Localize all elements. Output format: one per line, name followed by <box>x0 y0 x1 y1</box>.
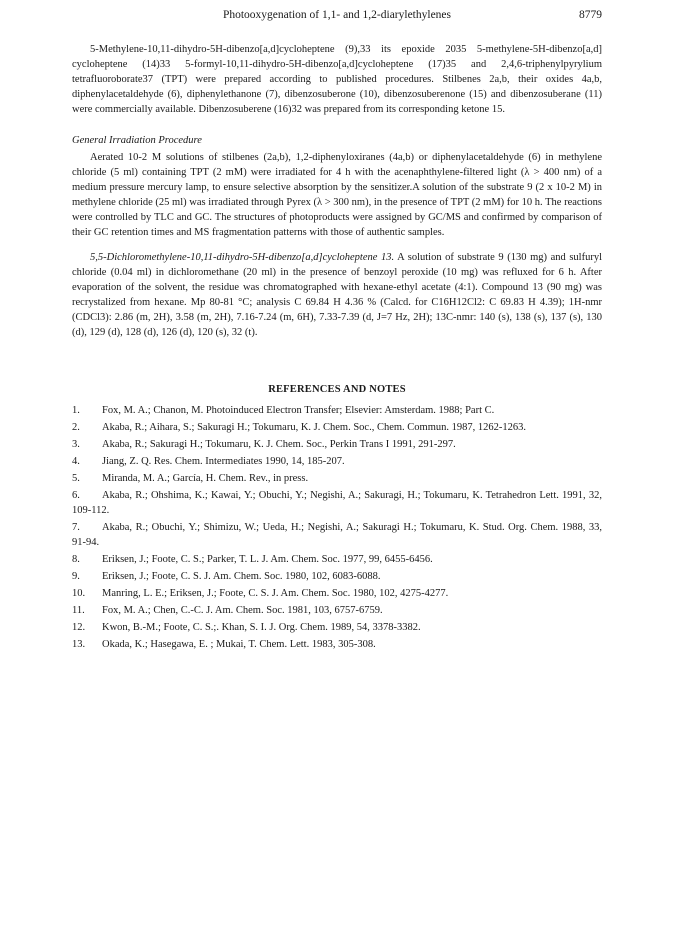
running-header <box>72 9 602 27</box>
reference-item <box>72 420 602 435</box>
reference-text: Kwon, B.-M.; Foote, C. S.;. Khan, S. I. J. Org. Chem. 1989, 54, 3378-3382. <box>102 622 421 633</box>
reference-text: Akaba, R.; Aihara, S.; Sakuragi H.; Tokumaru, K. J. Chem. Soc., Chem. Commun. 1987, 1262-1263. <box>102 422 526 433</box>
reference-number: 2. <box>72 422 80 433</box>
reference-number: 7. <box>72 522 80 533</box>
reference-text: Manring, L. E.; Eriksen, J.; Foote, C. S. J. Am. Chem. Soc. 1980, 102, 4275-4277. <box>102 588 449 599</box>
reference-item <box>72 454 602 469</box>
reference-text: Fox, M. A.; Chanon, M. Photoinduced Electron Transfer; Elsevier: Amsterdam. 1988; Part C. <box>102 405 495 416</box>
reference-number: 11. <box>72 605 85 616</box>
reference-number: 8. <box>72 554 80 565</box>
reference-item <box>72 603 602 618</box>
reference-text: Okada, K.; Hasegawa, E. ; Mukai, T. Chem. Lett. 1983, 305-308. <box>102 639 376 650</box>
page-number: 8779 <box>579 9 602 21</box>
reference-item <box>72 637 602 652</box>
article-body <box>72 42 602 654</box>
reference-number: 12. <box>72 622 86 633</box>
reference-item <box>72 552 602 567</box>
reference-number: 6. <box>72 490 80 501</box>
reference-number: 4. <box>72 456 80 467</box>
compound-text: A solution of substrate 9 (130 mg) and sulfuryl chloride (0.04 ml) in dichloromethane (20 ml) in the presence of benzoyl peroxide (10 mg) was refluxed for 6 h. After evaporation of the solvent, the residue was chromatographed with hexane-ethyl acetate (4:1). Compound 13 (90 mg) was recrystalized from hexane. Mp 80-81 °C; analysis C 69.84 H 4.36 % (Calcd. for C16H12Cl2: C 69.83 H 4.39); 1H-nmr (CDCl3): 2.86 (m, 2H), 3.58 (m, 2H), 7.16-7.24 (m, 6H), 7.33-7.39 (d, J=7 Hz, 2H); 13C-nmr: 140 (s), 138 (s), 137 (s), 130 (d), 129 (d), 128 (d), 126 (d), 120 (s), 32 (t). <box>72 252 602 338</box>
reference-item <box>72 586 602 601</box>
reference-number: 3. <box>72 439 80 450</box>
irradiation-paragraph: Aerated 10-2 M solutions of stilbenes (2a,b), 1,2-diphenyloxiranes (4a,b) or diphenylacetaldehyde (6) in methylene chloride (5 ml) containing TPT (2 mM) were irradiated for 4 h with the acenaphthylene-filtered light (λ > 400 nm) of a medium pressure mercury lamp, to ensure selective absorption by the sensitizer.A solution of the substrate 9 (2 x 10-2 M) in methylene chloride (25 ml) was irradiated through Pyrex (λ > 300 nm), in the presence of TPT (2 mM) for 10 h. The reactions were controlled by TLC and GC. The structures of photoproducts were assigned by GC/MS and confirmed by comparison of their GC retention times and MS fragmentation patterns with those of authentic samples. <box>72 152 602 238</box>
materials-paragraph: 5-Methylene-10,11-dihydro-5H-dibenzo[a,d]cycloheptene (9),33 its epoxide 2035 5-methylene-5H-dibenzo[a,d] cycloheptene (14)33 5-formyl-10,11-dihydro-5H-dibenzo[a,d]cycloheptene (17)35 and 2,4,6-triphenylpyrylium tetrafluoroborate37 (TPT) were prepared according to published procedures. Stilbenes 2a,b, their oxides 4a,b, diphenylacetaldehyde (6), diphenylethanone (7), dibenzosuberone (10), dibenzosuberenone (15) and dibenzosuberane (11) were commercially available. Dibenzosuberene (16)32 was prepared from its corresponding ketone 15. <box>72 44 602 115</box>
reference-text: Akaba, R.; Sakuragi H.; Tokumaru, K. J. Chem. Soc., Perkin Trans I 1991, 291-297. <box>102 439 456 450</box>
reference-item <box>72 520 602 550</box>
reference-text: Eriksen, J.; Foote, C. S.; Parker, T. L. J. Am. Chem. Soc. 1977, 99, 6455-6456. <box>102 554 433 565</box>
reference-number: 9. <box>72 571 80 582</box>
reference-number: 1. <box>72 405 80 416</box>
references-list <box>72 403 602 652</box>
reference-text: Akaba, R.; Obuchi, Y.; Shimizu, W.; Ueda, H.; Negishi, A.; Sakuragi H.; Tokumaru, K. Stud. Org. Chem. 1988, 33, 91-94. <box>72 522 602 548</box>
reference-text: Eriksen, J.; Foote, C. S. J. Am. Chem. Soc. 1980, 102, 6083-6088. <box>102 571 381 582</box>
reference-text: Jiang, Z. Q. Res. Chem. Intermediates 1990, 14, 185-207. <box>102 456 345 467</box>
running-title: Photooxygenation of 1,1- and 1,2-diarylethylenes <box>222 9 452 21</box>
reference-text: Miranda, M. A.; García, H. Chem. Rev., in press. <box>102 473 309 484</box>
reference-item <box>72 403 602 418</box>
reference-text: Fox, M. A.; Chen, C.-C. J. Am. Chem. Soc. 1981, 103, 6757-6759. <box>102 605 383 616</box>
reference-item <box>72 620 602 635</box>
compound-paragraph <box>72 250 602 340</box>
reference-item <box>72 437 602 452</box>
references-title: REFERENCES AND NOTES <box>268 384 406 395</box>
reference-number: 10. <box>72 588 86 599</box>
reference-item <box>72 488 602 518</box>
reference-number: 13. <box>72 639 86 650</box>
section-heading: General Irradiation Procedure <box>72 135 202 146</box>
reference-text: Akaba, R.; Ohshima, K.; Kawai, Y.; Obuchi, Y.; Negishi, A.; Sakuragi, H.; Tokumaru, K. Tetrahedron Lett. 1991, 32, 109-112. <box>72 490 602 516</box>
compound-name: 5,5-Dichloromethylene-10,11-dihydro-5H-dibenzo[a,d]cycloheptene 13. <box>90 252 395 263</box>
reference-item <box>72 471 602 486</box>
reference-item <box>72 569 602 584</box>
reference-number: 5. <box>72 473 80 484</box>
